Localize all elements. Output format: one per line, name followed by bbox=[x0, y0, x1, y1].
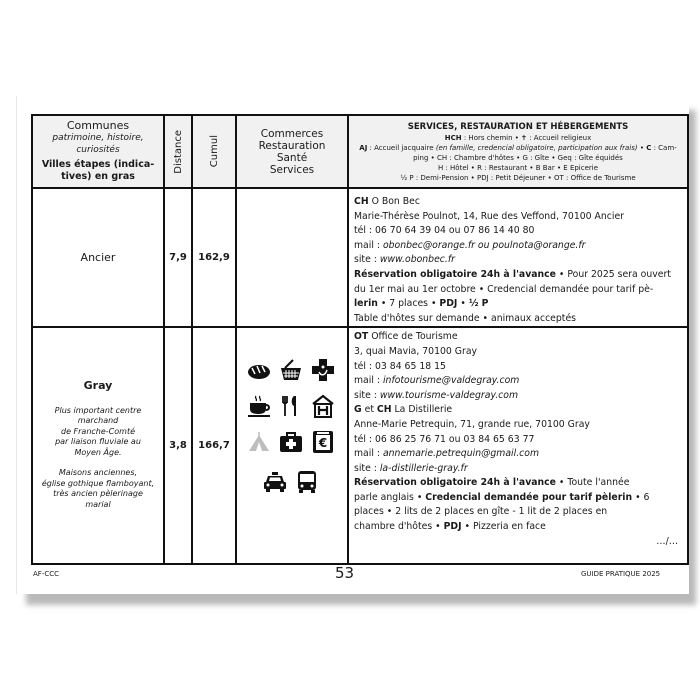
atm-euro-icon bbox=[311, 430, 335, 454]
first-aid-kit-icon bbox=[279, 430, 303, 454]
town-name: Ancier bbox=[32, 188, 164, 327]
bus-icon bbox=[295, 470, 319, 494]
header-communes-note2: tives) en gras bbox=[61, 171, 135, 182]
header-commerces-line3: Santé bbox=[276, 151, 308, 164]
table-row bbox=[32, 327, 688, 564]
town-note: de Franche-Comté bbox=[60, 426, 135, 436]
cumul-value: 162,9 bbox=[192, 188, 236, 327]
commerces-cell bbox=[236, 188, 348, 327]
town-note: par liaison fluviale au bbox=[55, 437, 141, 447]
legend-line-1: HCH : Hors chemin • ✝ : Accueil religieux bbox=[444, 133, 592, 142]
hotel-icon bbox=[311, 394, 335, 418]
header-communes-sub1: patrimoine, histoire, bbox=[52, 133, 144, 143]
restaurant-cutlery-icon bbox=[279, 394, 303, 418]
town-note: Maisons anciennes, bbox=[58, 468, 138, 478]
taxi-icon bbox=[263, 470, 287, 494]
legend-line-4: H : Hôtel • R : Restaurant • B Bar • E Epicerie bbox=[437, 163, 599, 172]
header-commerces-line1: Commerces bbox=[260, 127, 324, 140]
legend-line-3: ping • CH : Chambre d'hôtes • G : Gîte • Geq : Gîte équidés bbox=[413, 153, 623, 162]
header-cumul bbox=[192, 115, 236, 188]
distance-value: 7,9 bbox=[164, 188, 192, 327]
religious-cross-icon: ✝ bbox=[521, 133, 527, 142]
header-distance-label: Distance bbox=[172, 129, 184, 174]
table-header-row bbox=[32, 115, 688, 188]
town-note: Moyen Âge. bbox=[74, 447, 122, 457]
header-communes-sub2: curiosités bbox=[76, 145, 120, 155]
services-cell: CH O Bon Bec Marie-Thérèse Poulnot, 14, Rue des Veffond, 70100 Ancier tél : 06 70 64 39 04 ou 07 86 14 40 80 mail : obonbec@orange.fr ou poulnota@orange.fr site : www.obonbec.fr Réservation obligatoire 24h à l'avance • Pour 2025 sera ouvert du 1er mai au 1er octobre • Credencial demandée pour tarif pè- lerin • 7 places • PDJ • ½ P Table d'hôtes sur demande • animaux acceptés bbox=[348, 188, 688, 327]
bread-icon bbox=[247, 358, 271, 382]
services-cell: OT Office de Tourisme 3, quai Mavia, 70100 Gray tél : 03 84 65 18 15 mail : infotourisme@valdegray.com site : www.tourisme-valdegray.com G et CH La Distillerie Anne-Marie Petrequin, 71, grande rue, 70100 Gray tél : 06 86 25 76 71 ou 03 84 65 63 77 mail : annemarie.petrequin@gmail.com site : la-distillerie-gray.fr Réservation obligatoire 24h à l'avance • Toute l'année parle anglais • Credencial demandée pour tarif pèlerin • 6 places • 2 lits de 2 places en gîte - 1 lit de 2 places en chambre d'hôtes • PDJ • Pizzeria en face …/… bbox=[348, 327, 688, 564]
commerces-cell bbox=[236, 327, 348, 564]
distance-value: 3,8 bbox=[164, 327, 192, 564]
town-name: Gray bbox=[83, 379, 113, 393]
town-note-spacer bbox=[33, 458, 163, 468]
stages-table bbox=[31, 114, 689, 565]
pharmacy-cross-icon bbox=[311, 358, 335, 382]
header-communes-title: Communes bbox=[66, 119, 130, 132]
town-note: marchand bbox=[77, 416, 119, 426]
guide-page bbox=[16, 96, 689, 594]
town-cell bbox=[32, 327, 164, 564]
header-services-title: SERVICES, RESTAURATION ET HÉBERGEMENTS bbox=[407, 121, 629, 132]
header-commerces-line2: Restauration bbox=[258, 139, 326, 152]
footer-left: AF-CCC bbox=[33, 570, 60, 578]
header-distance bbox=[164, 115, 192, 188]
footer-right: GUIDE PRATIQUE 2025 bbox=[581, 570, 661, 578]
legend-line-5: ½ P : Demi-Pension • PDJ : Petit Déjeuner • OT : Office de Tourisme bbox=[400, 173, 636, 182]
header-communes bbox=[32, 115, 164, 188]
header-communes-note1: Villes étapes (indica- bbox=[41, 159, 155, 170]
town-note: Plus important centre bbox=[54, 405, 142, 415]
header-commerces bbox=[236, 115, 348, 188]
commerce-icons bbox=[237, 358, 347, 538]
shopping-basket-icon bbox=[279, 358, 303, 382]
svg-text:€: € bbox=[318, 436, 328, 451]
legend-line-2: AJ : Accueil jacquaire (en famille, credencial obligatoire, participation aux frais) • C : Cam- bbox=[359, 143, 677, 152]
header-commerces-line4: Services bbox=[269, 163, 315, 176]
town-note: marial bbox=[85, 499, 111, 509]
table-row bbox=[32, 188, 688, 327]
continued-marker: …/… bbox=[656, 535, 678, 547]
header-services bbox=[348, 115, 688, 188]
camping-tent-icon bbox=[247, 430, 271, 454]
cumul-value: 166,7 bbox=[192, 327, 236, 564]
header-cumul-label: Cumul bbox=[208, 135, 220, 168]
town-note: très ancien pèlerinage bbox=[53, 489, 143, 499]
coffee-cup-icon bbox=[247, 394, 271, 418]
town-note: église gothique flamboyant, bbox=[41, 478, 155, 488]
page-number: 53 bbox=[335, 564, 355, 582]
